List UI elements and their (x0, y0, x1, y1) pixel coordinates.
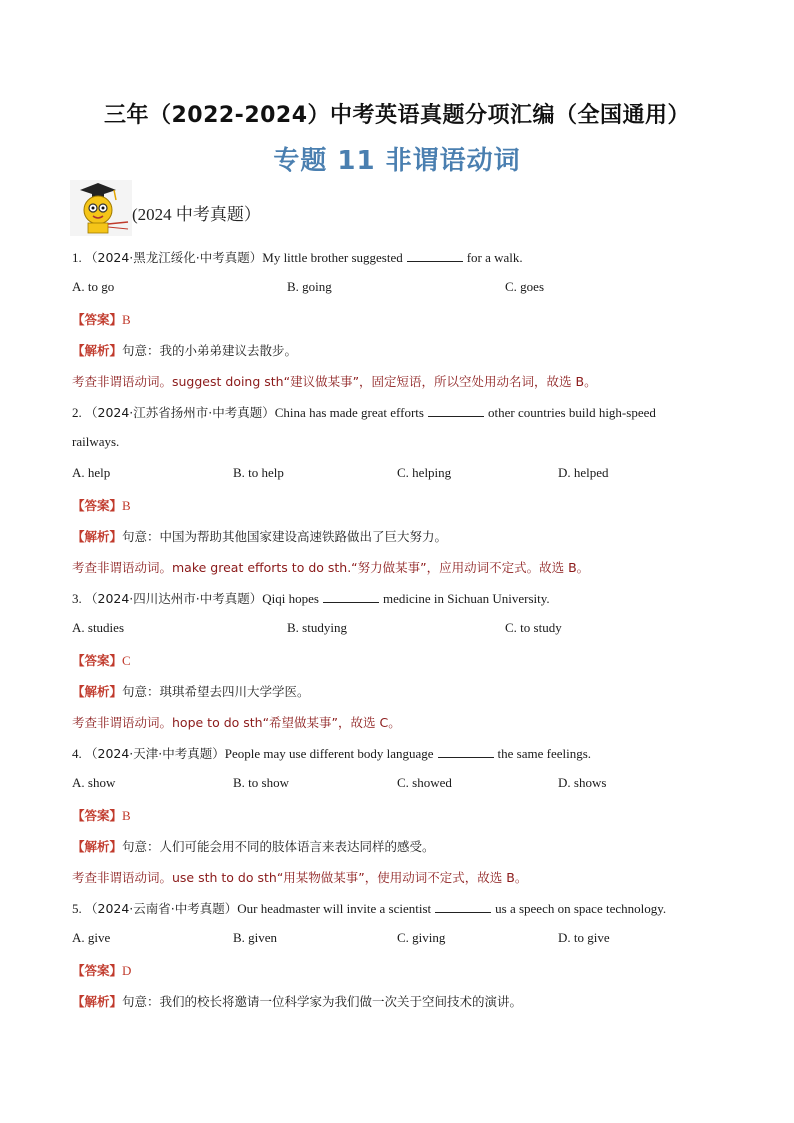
answer-option: B. to show (233, 775, 289, 790)
question-text: for a walk. (466, 250, 523, 265)
question-stem (72, 899, 666, 917)
question-stem-continued (72, 434, 119, 450)
answer-line (72, 806, 131, 824)
answer-option: D. to give (558, 930, 610, 945)
answer-option: B. going (287, 279, 332, 294)
analysis-line (72, 527, 447, 545)
answer-option: C. giving (397, 930, 446, 945)
analysis-tag: 【解析】 (72, 684, 123, 699)
question-number: 4. (72, 746, 85, 761)
section-header (70, 180, 370, 236)
analysis-tag: 【解析】 (72, 343, 123, 358)
answer-option: D. shows (558, 775, 607, 790)
explanation-line: 考查非谓语动词。use sth to do sth“用某物做某事”，使用动词不定式，故选 B。 (72, 870, 528, 885)
question-text: Qiqi hopes (262, 591, 319, 606)
answer-blank (428, 404, 484, 417)
analysis-line (72, 837, 435, 855)
answer-option: C. goes (505, 279, 544, 294)
question-stem (72, 248, 523, 266)
analysis-text: 句意：我的小弟弟建议去散步。 (122, 343, 298, 358)
analysis-line (72, 341, 297, 359)
explanation-line: 考查非谓语动词。hope to do sth“希望做某事”，故选 C。 (72, 715, 401, 730)
question-text: railways. (72, 434, 120, 449)
answer-blank (323, 590, 379, 603)
answer-blank (435, 900, 491, 913)
question-text: the same feelings. (497, 746, 592, 761)
question-text: People may use different body language (224, 746, 434, 761)
answer-blank (407, 249, 463, 262)
answer-option: A. show (72, 775, 116, 790)
answer-option: C. helping (397, 465, 452, 480)
answer-option: A. help (72, 465, 111, 480)
answer-option: C. showed (397, 775, 452, 790)
explanation-line: 考查非谓语动词。make great efforts to do sth.“努力做某事”，应用动词不定式。故选 B。 (72, 560, 590, 575)
answer-value: B (122, 808, 131, 823)
question-text: medicine in Sichuan University. (382, 591, 550, 606)
document-title: 三年（2022-2024）中考英语真题分项汇编（全国通用） (103, 103, 691, 128)
answer-value: C (122, 653, 131, 668)
analysis-text: 句意：我们的校长将邀请一位科学家为我们做一次关于空间技术的演讲。 (122, 994, 523, 1009)
answer-tag: 【答案】 (72, 312, 123, 327)
analysis-line (72, 682, 310, 700)
topic-subtitle: 专题 11 非谓语动词 (273, 146, 521, 176)
answer-tag: 【答案】 (72, 498, 123, 513)
question-text: My little brother suggested (262, 250, 403, 265)
answer-option: B. given (233, 930, 278, 945)
answer-option: A. to go (72, 279, 115, 294)
analysis-text: 句意：中国为帮助其他国家建设高速铁路做出了巨大努力。 (122, 529, 448, 544)
answer-option: C. to study (505, 620, 562, 635)
question-text: China has made great efforts (274, 405, 424, 420)
question-source: （2024·江苏省扬州市·中考真题） (85, 405, 275, 420)
answer-option: B. studying (287, 620, 347, 635)
answer-line (72, 651, 131, 669)
analysis-text: 句意：人们可能会用不同的肢体语言来表达同样的感受。 (122, 839, 435, 854)
answer-option: A. give (72, 930, 111, 945)
answer-tag: 【答案】 (72, 653, 123, 668)
question-stem (72, 403, 656, 421)
analysis-tag: 【解析】 (72, 994, 123, 1009)
answer-tag: 【答案】 (72, 808, 123, 823)
answer-option: D. helped (558, 465, 609, 480)
question-source: （2024·天津·中考真题） (85, 746, 225, 761)
answer-line (72, 496, 131, 514)
question-number: 1. (72, 250, 85, 265)
answer-tag: 【答案】 (72, 963, 123, 978)
answer-value: B (122, 498, 131, 513)
question-number: 5. (72, 901, 85, 916)
question-text: us a speech on space technology. (495, 901, 667, 916)
question-number: 3. (72, 591, 85, 606)
question-source: （2024·四川达州市·中考真题） (85, 591, 263, 606)
question-source: （2024·黑龙江绥化·中考真题） (85, 250, 263, 265)
question-source: （2024·云南省·中考真题） (85, 901, 238, 916)
section-label: (2024 中考真题） (132, 205, 261, 224)
question-text: other countries build high-speed (487, 405, 656, 420)
analysis-text: 句意：琪琪希望去四川大学学医。 (122, 684, 310, 699)
answer-value: B (122, 312, 131, 327)
answer-line (72, 310, 131, 328)
analysis-tag: 【解析】 (72, 529, 123, 544)
analysis-line (72, 992, 522, 1010)
answer-option: B. to help (233, 465, 284, 480)
explanation-line: 考查非谓语动词。suggest doing sth“建议做某事”，固定短语，所以空处用动名词，故选 B。 (72, 374, 597, 389)
question-text: Our headmaster will invite a scientist (237, 901, 432, 916)
answer-line (72, 961, 131, 979)
question-number: 2. (72, 405, 85, 420)
answer-option: A. studies (72, 620, 124, 635)
question-stem (72, 589, 550, 607)
graduate-mascot-icon (70, 180, 132, 236)
question-stem (72, 744, 591, 762)
answer-blank (438, 745, 494, 758)
answer-value: D (122, 963, 132, 978)
analysis-tag: 【解析】 (72, 839, 123, 854)
